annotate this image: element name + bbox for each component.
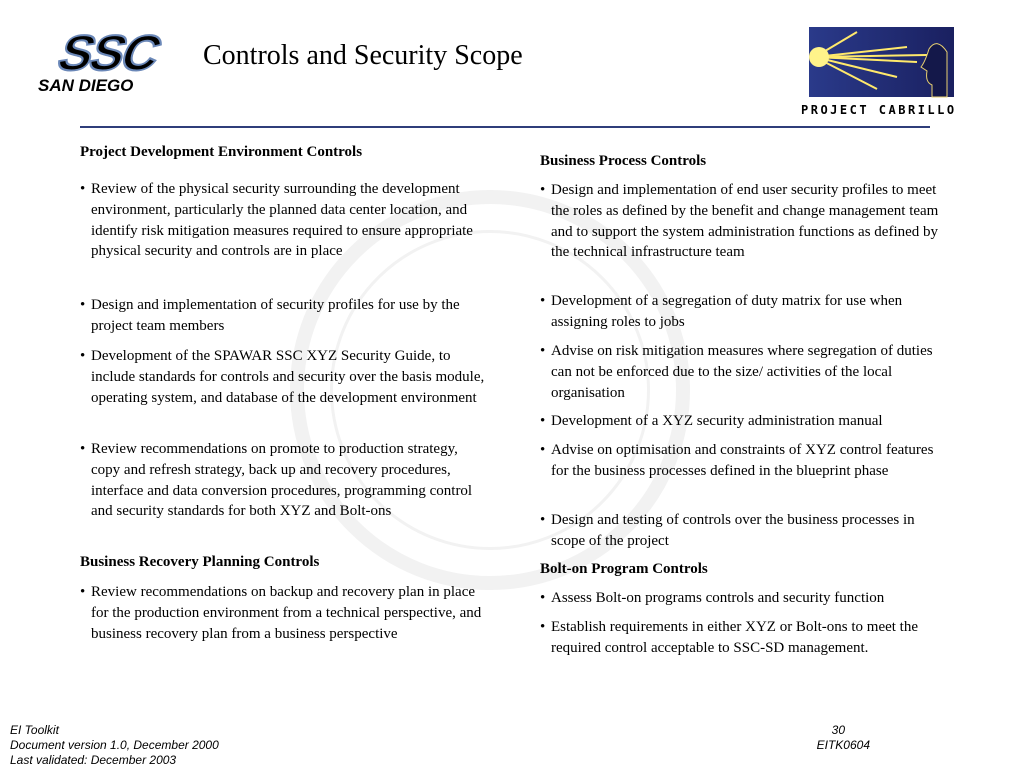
footer-version: Document version 1.0, December 2000 [10, 738, 219, 752]
list-item: • Design and implementation of end user security profiles to meet the roles as defined by the benefit and change management team and to support the system administration functions as defined by the technical infrastructure team [540, 182, 939, 261]
bullet-icon: • [540, 293, 546, 309]
bullet-icon: • [540, 442, 546, 458]
page-title: Controls and Security Scope [203, 40, 523, 71]
bullet-icon: • [540, 512, 546, 528]
footer-validated: Last validated: December 2003 [10, 753, 177, 767]
list-item: • Review recommendations on promote to production strategy, copy and refresh strategy, back up and recovery procedures, interface and data conversion procedures, programming control and security standards for both XYZ and Bolt-ons [80, 441, 473, 520]
project-cabrillo-logo [797, 27, 957, 119]
list-item: • Establish requirements in either XYZ or Bolt-ons to meet the required control acceptable to SSC-SD management. [540, 619, 919, 656]
section-heading-recovery: Business Recovery Planning Controls [80, 554, 320, 570]
list-item: • Review of the physical security surrounding the development environment, particularly the planned data center location, and identify risk mitigation measures required to ensure appropriate physical security and controls are in place [80, 181, 473, 260]
svg-text:SAN DIEGO: SAN DIEGO [38, 76, 134, 95]
section-heading-dev-env: Project Development Environment Controls [80, 144, 363, 160]
bullet-icon: • [80, 441, 86, 457]
bullet-icon: • [540, 619, 546, 635]
list-item: • Design and testing of controls over the business processes in scope of the project [540, 512, 915, 549]
bullet-icon: • [80, 297, 86, 313]
list-item: • Advise on risk mitigation measures where segregation of duties can not be enforced due to the size/ activities of the local organisation [540, 343, 933, 401]
ssc-san-diego-logo [30, 22, 190, 97]
header-divider [80, 126, 930, 128]
footer-left [10, 723, 219, 768]
page-number: 30 [831, 723, 845, 737]
bullet-icon: • [80, 584, 86, 600]
list-item: • Development of a segregation of duty matrix for use when assigning roles to jobs [540, 293, 903, 330]
list-item: • Assess Bolt-on programs controls and security function [540, 588, 946, 609]
bullet-icon: • [540, 182, 546, 198]
list-item: • Development of the SPAWAR SSC XYZ Security Guide, to include standards for controls and security over the basis module, operating system, and database of the development environment [80, 348, 485, 406]
bullet-icon: • [80, 348, 86, 364]
svg-text:SSC: SSC [50, 24, 168, 81]
bullet-icon: • [540, 413, 546, 429]
document-code: EITK0604 [816, 738, 870, 752]
footer-toolkit: EI Toolkit [10, 723, 59, 737]
list-item: • Review recommendations on backup and recovery plan in place for the production environment from a technical perspective, and business recovery plan from a business perspective [80, 584, 482, 642]
bullet-icon: • [540, 590, 546, 606]
list-item: • Design and implementation of security profiles for use by the project team members [80, 297, 460, 334]
footer-right [790, 723, 870, 753]
section-heading-business-process: Business Process Controls [540, 153, 707, 169]
list-item: • Advise on optimisation and constraints of XYZ control features for the business processes defined in the blueprint phase [540, 442, 934, 479]
bullet-icon: • [80, 181, 86, 197]
svg-text:PROJECT CABRILLO: PROJECT CABRILLO [801, 103, 957, 117]
bullet-icon: • [540, 343, 546, 359]
list-item: • Development of a XYZ security administration manual [540, 411, 946, 432]
section-heading-bolt-on: Bolt-on Program Controls [540, 561, 708, 577]
